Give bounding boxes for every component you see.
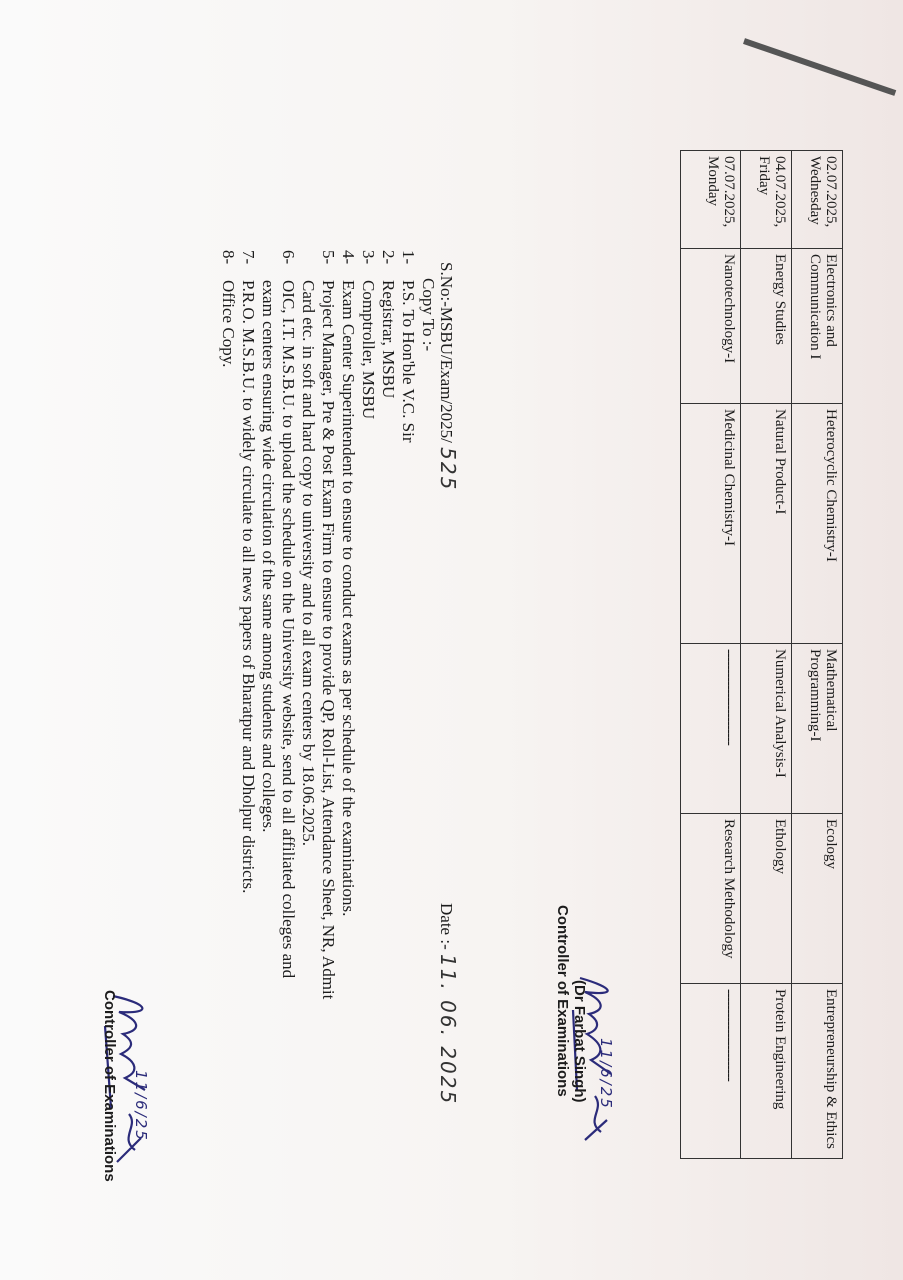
list-item: 6-OIC, I.T. M.S.B.U. to upload the schedule on the University website, send to all affiliated colleges and [279, 250, 298, 979]
exam-schedule-table [680, 150, 843, 1159]
first-signature-name: (Dr Farbat Singh) [571, 980, 588, 1103]
subject-cell: Mathematical Programming-I [792, 644, 843, 814]
list-item: 2-Registrar, MSBU [379, 250, 398, 399]
document-date: Date :- 11. 06. 2025 [436, 903, 460, 1106]
subject-cell-empty: ------------------------ [681, 644, 741, 814]
subject-cell-empty: ----------------------- [681, 984, 741, 1159]
rotated-document-content [33, 0, 843, 1280]
subject-cell: Numerical Analysis-I [741, 644, 792, 814]
subject-cell: Nanotechnology-I [681, 249, 741, 404]
subject-cell: Natural Product-I [741, 404, 792, 644]
date-cell: 02.07.2025, Wednesday [792, 151, 843, 249]
copy-to-heading: Copy To :- [419, 278, 438, 352]
subject-cell: Energy Studies [741, 249, 792, 404]
second-signature-title: Controller of Examinations [101, 990, 118, 1182]
list-item: 3-Comptroller, MSBU [359, 250, 378, 420]
subject-cell: Ethology [741, 814, 792, 984]
second-signature-scribble [88, 990, 163, 1180]
list-item: 5-Project Manager, Pre & Post Exam Firm to ensure to provide QP, Roll-List, Attendance Sheet, NR, Admit [319, 250, 338, 1000]
subject-cell: Protein Engineering [741, 984, 792, 1159]
list-item: 7-P.R.O. M.S.B.U. to widely circulate to all news papers of Bharatpur and Dholpur districts. [239, 250, 258, 894]
subject-cell: Research Methodology [681, 814, 741, 984]
subject-cell: Electronics and Communication I [792, 249, 843, 404]
list-item: 8-Office Copy. [219, 250, 238, 368]
list-item-continuation: Card etc. in soft and hard copy to university and to all exam centers by 18.06.2025. [299, 280, 318, 847]
table-row [681, 151, 741, 1159]
table-row [792, 151, 843, 1159]
first-signature-date: 11/6/25 [597, 1038, 615, 1110]
date-cell: 04.07.2025, Friday [741, 151, 792, 249]
list-item: 4-Exam Center Superintendent to ensure to conduct exams as per schedule of the examinations. [339, 250, 358, 917]
date-cell: 07.07.2025, Monday [681, 151, 741, 249]
subject-cell: Entrepreneurship & Ethics [792, 984, 843, 1159]
first-signature-title: Controller of Examinations [554, 905, 571, 1097]
table-row [741, 151, 792, 1159]
list-item: 1-P.S. To Hon'ble V.C. Sir [399, 250, 418, 443]
subject-cell: Heterocyclic Chemistry-I [792, 404, 843, 644]
subject-cell: Ecology [792, 814, 843, 984]
subject-cell: Medicinal Chemistry-I [681, 404, 741, 644]
reference-number: S.No:-MSBU/Exam/2025/ 525 [436, 262, 460, 492]
list-item-continuation: exam centers ensuring wide circulation of the same among students and colleges. [259, 280, 278, 833]
second-signature-date: 11/6/25 [132, 1070, 150, 1142]
